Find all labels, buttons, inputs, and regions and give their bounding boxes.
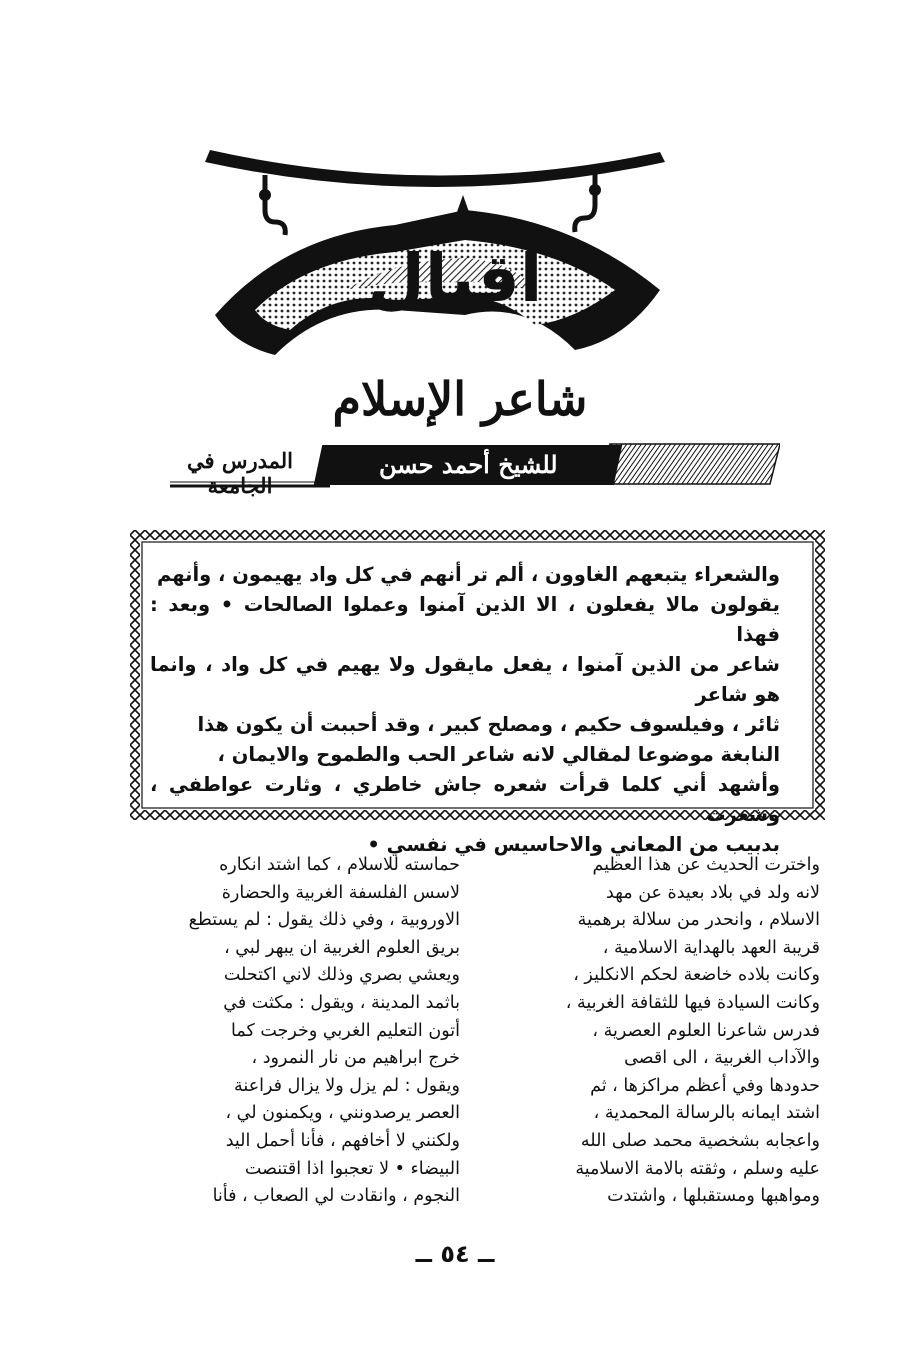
author-name-text: للشيخ أحمد حسن: [378, 450, 558, 479]
quote-line: بدبيب من المعاني والاحاسيس في نفسي •: [367, 833, 780, 856]
body-line: العصر يرصدونني ، ويكمنون لي ،: [225, 1103, 460, 1124]
body-line: الاسلام ، وانحدر من سلالة برهمية: [577, 910, 820, 931]
body-line: وكانت بلاده خاضعة لحكم الانكليز ،: [573, 965, 820, 986]
quote-line: شاعر من الذين آمنوا ، يفعل مايقول ولا يهيم في كل واد ، وانما هو شاعر: [150, 653, 780, 706]
body-line: ولكنني لا أخافهم ، فأنا أحمل اليد: [225, 1130, 460, 1151]
body-line: باثمد المدينة ، ويقول : مكثت في: [223, 992, 460, 1013]
body-line: لاسس الفلسفة الغربية والحضارة: [221, 882, 460, 903]
body-column-right: [490, 852, 820, 1211]
quote-line: والشعراء يتبعهم الغاوون ، ألم تر أنهم في كل واد يهيمون ، وأنهم: [156, 563, 780, 586]
body-line: اشتد ايمانه بالرسالة المحمدية ،: [593, 1103, 820, 1124]
body-line: حدودها وفي أعظم مراكزها ، ثم: [590, 1075, 820, 1096]
body-line: قريبة العهد بالهداية الاسلامية ،: [602, 937, 820, 958]
body-line: فدرس شاعرنا العلوم العصرية ،: [592, 1020, 820, 1041]
body-line: البيضاء • لا تعجبوا اذا اقتنصت: [244, 1158, 460, 1179]
body-line: بريق العلوم الغربية ان يبهر لبي ،: [224, 937, 460, 958]
body-line: واعجابه بشخصية محمد صلى الله: [580, 1130, 820, 1151]
body-column-left: [130, 852, 460, 1211]
article-title: اقبال: [367, 240, 543, 317]
body-line: وكانت السيادة فيها للثقافة الغربية ،: [565, 992, 820, 1013]
body-line: عليه وسلم ، وثقته بالامة الاسلامية: [575, 1158, 820, 1179]
quote-paragraph: [150, 560, 780, 860]
body-line: واخترت الحديث عن هذا العظيم: [592, 855, 820, 875]
body-line: والآداب الغربية ، الى اقصى: [624, 1048, 820, 1069]
body-line: الاوروبية ، وفي ذلك يقول : لم يستطع: [188, 910, 460, 931]
body-line: ويقول : لم يزل ولا يزال فراعنة: [234, 1075, 460, 1096]
body-line: النجوم ، وانقادت لي الصعاب ، فأنا: [212, 1186, 460, 1207]
quote-line: النابغة موضوعا لمقالي لانه شاعر الحب والطموح والايمان ،: [217, 743, 780, 766]
body-line: لانه ولد في بلاد بعيدة عن مهد: [606, 882, 820, 903]
page-number: ــ ٥٤ ــ: [415, 1240, 495, 1268]
quote-line: وأشهد أني كلما قرأت شعره جاش خاطري ، وثارت عواطفي ، وشعرت: [150, 773, 780, 826]
article-subtitle: شاعر الإسلام: [332, 372, 588, 426]
author-name: [314, 445, 623, 485]
quote-line: يقولون مالا يفعلون ، الا الذين آمنوا وعملوا الصالحات • وبعد : فهذا: [150, 593, 780, 646]
body-line: ويعشي بصري وذلك لاني اكتحلت: [223, 965, 460, 986]
body-line: أتون التعليم الغربي وخرجت كما: [231, 1020, 460, 1041]
author-role: المدرس في الجامعة: [186, 448, 294, 498]
body-line: حماسته للاسلام ، كما اشتد انكاره: [219, 855, 460, 875]
quote-line: ثائر ، وفيلسوف حكيم ، ومصلح كبير ، وقد أحببت أن يكون هذا: [197, 713, 780, 736]
body-line: خرج ابراهيم من نار النمرود ،: [251, 1048, 460, 1069]
body-line: ومواهبها ومستقبلها ، واشتدت: [607, 1186, 820, 1207]
